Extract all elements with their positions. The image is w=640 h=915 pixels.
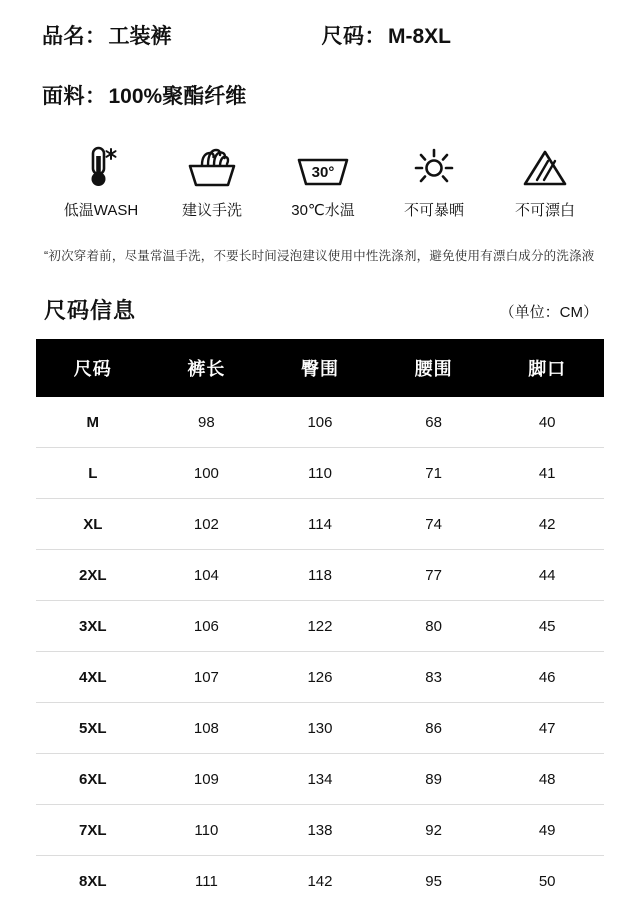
cell-size: 8XL	[79, 872, 107, 890]
cell-size: XL	[36, 499, 150, 550]
size-unit-note: （单位：CM）	[499, 304, 598, 321]
cell-cuff: 44	[490, 550, 604, 601]
care-item-no-sunlight	[379, 144, 489, 220]
cell-cuff: 41	[490, 448, 604, 499]
product-name-value: 工装裤	[108, 25, 172, 48]
table-row	[36, 601, 604, 652]
table-row	[36, 397, 604, 448]
column-header: 臀围	[263, 339, 377, 397]
cell-cuff: 50	[538, 872, 556, 890]
spec-row-fabric	[18, 50, 622, 110]
cell-length: 107	[150, 652, 264, 703]
fabric-label: 面料：	[42, 85, 107, 108]
cell-size: 6XL	[36, 754, 150, 805]
cell-waist: 80	[377, 601, 491, 652]
column-header: 脚口	[490, 339, 604, 397]
table-row	[36, 448, 604, 499]
cell-length: 104	[150, 550, 264, 601]
hand-wash-icon	[184, 144, 240, 190]
size-table-head	[36, 339, 604, 397]
size-range-value: M-8XL	[388, 25, 451, 48]
column-header: 腰围	[377, 339, 491, 397]
table-row	[36, 652, 604, 703]
cell-size: 2XL	[36, 550, 150, 601]
cell-hip: 114	[263, 499, 377, 550]
product-name-label: 品名：	[42, 25, 107, 48]
cell-length: 98	[150, 397, 264, 448]
cell-cuff: 42	[490, 499, 604, 550]
care-label: 不可暴晒	[403, 202, 464, 219]
size-table	[36, 339, 604, 906]
size-table-wrapper	[18, 339, 622, 906]
cell-hip: 106	[263, 397, 377, 448]
care-label: 低温WASH	[63, 202, 139, 219]
cell-length: 108	[150, 703, 264, 754]
cell-size: L	[36, 448, 150, 499]
cell-size: 3XL	[36, 601, 150, 652]
cell-waist: 77	[377, 550, 491, 601]
cell-waist: 74	[377, 499, 491, 550]
spec-row-name-size	[18, 0, 622, 50]
care-item-do-not-bleach	[490, 144, 600, 220]
cell-cuff: 40	[490, 397, 604, 448]
table-row	[36, 550, 604, 601]
care-note: “初次穿着前，尽量常温手洗，不要长时间浸泡建议使用中性洗涤剂，避免使用有漂白成分的洗涤液	[44, 249, 595, 263]
fabric-value: 100%聚酯纤维	[108, 85, 247, 108]
cell-waist: 83	[377, 652, 491, 703]
cell-waist: 71	[377, 448, 491, 499]
cell-length: 102	[150, 499, 264, 550]
no-direct-sunlight-icon	[411, 144, 457, 190]
cell-hip: 126	[263, 652, 377, 703]
size-table-body	[36, 397, 604, 906]
cell-waist: 86	[377, 703, 491, 754]
cell-size: M	[36, 397, 150, 448]
cell-cuff: 45	[490, 601, 604, 652]
cell-waist: 89	[377, 754, 491, 805]
svg-text:30°: 30°	[311, 164, 335, 181]
cell-length: 100	[150, 448, 264, 499]
care-label: 不可漂白	[514, 202, 575, 219]
cell-waist: 68	[377, 397, 491, 448]
cell-length: 110	[150, 805, 264, 856]
care-item-water-temperature	[268, 144, 378, 220]
table-row	[36, 805, 604, 856]
care-label: 30℃水温	[291, 202, 355, 219]
cell-hip: 122	[263, 601, 377, 652]
cell-hip: 142	[307, 872, 333, 890]
cell-size: 7XL	[36, 805, 150, 856]
cell-cuff: 49	[490, 805, 604, 856]
cell-waist: 92	[377, 805, 491, 856]
table-row	[36, 499, 604, 550]
care-label: 建议手洗	[181, 202, 242, 219]
cell-size: 5XL	[36, 703, 150, 754]
cell-waist: 95	[425, 872, 442, 890]
cell-length: 109	[150, 754, 264, 805]
size-range-group	[322, 20, 452, 50]
cell-hip: 118	[263, 550, 377, 601]
table-row	[36, 754, 604, 805]
size-range-label: 尺码：	[321, 25, 386, 48]
cell-length: 106	[150, 601, 264, 652]
cell-hip: 138	[263, 805, 377, 856]
table-row	[36, 703, 604, 754]
cell-length: 111	[194, 872, 218, 890]
size-info-title: 尺码信息	[44, 298, 137, 323]
care-item-hand-wash	[157, 144, 267, 220]
cell-hip: 130	[263, 703, 377, 754]
cell-hip: 134	[263, 754, 377, 805]
table-row	[36, 856, 604, 907]
low-temperature-wash-icon	[81, 144, 121, 190]
care-item-low-temperature-wash	[46, 144, 156, 220]
water-temperature-30-icon	[294, 144, 352, 190]
size-info-header	[18, 294, 622, 325]
cell-size: 4XL	[36, 652, 150, 703]
cell-hip: 110	[263, 448, 377, 499]
table-header-row	[36, 339, 604, 397]
column-header: 尺码	[36, 339, 150, 397]
column-header: 裤长	[150, 339, 264, 397]
cell-cuff: 48	[490, 754, 604, 805]
cell-cuff: 47	[490, 703, 604, 754]
cell-cuff: 46	[490, 652, 604, 703]
do-not-bleach-icon	[520, 144, 570, 190]
care-instructions-strip	[18, 144, 622, 220]
